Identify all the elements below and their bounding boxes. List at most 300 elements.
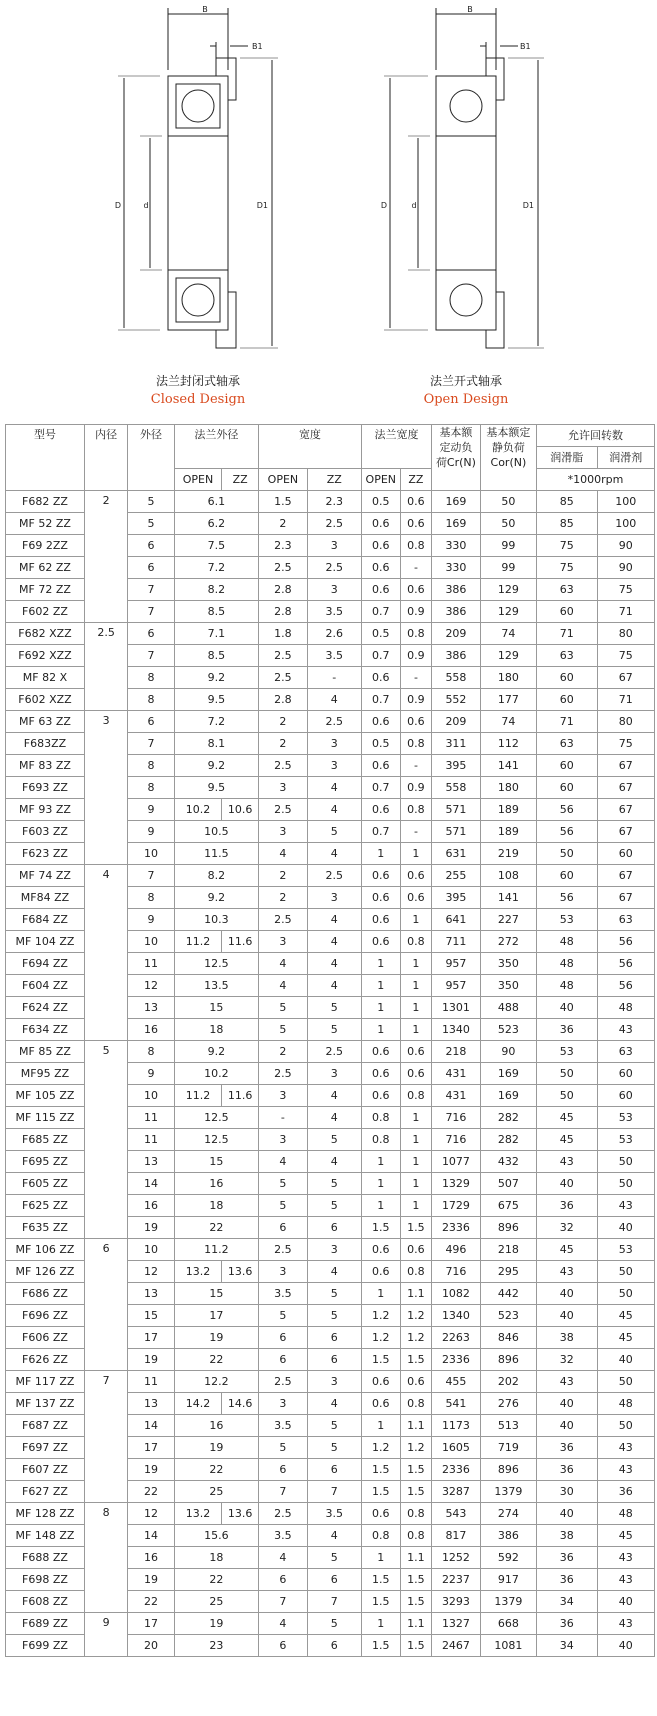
flange-width-open-cell: 0.6 [361, 535, 400, 557]
oil-speed-cell: 50 [597, 1151, 654, 1173]
width-zz-cell: 3.5 [307, 601, 361, 623]
width-zz-cell: 3.5 [307, 1503, 361, 1525]
model-cell: F604 ZZ [6, 975, 85, 997]
flange-width-zz-cell: 0.8 [400, 1503, 431, 1525]
grease-speed-cell: 36 [537, 1437, 598, 1459]
width-zz-cell: 7 [307, 1481, 361, 1503]
width-open-cell: 5 [259, 1173, 308, 1195]
width-zz-cell: 7 [307, 1591, 361, 1613]
oil-speed-cell: 90 [597, 557, 654, 579]
width-zz-cell: 6 [307, 1349, 361, 1371]
model-cell: MF 82 X [6, 667, 85, 689]
flange-width-open-cell: 0.6 [361, 1063, 400, 1085]
oil-speed-cell: 45 [597, 1305, 654, 1327]
flange-width-zz-cell: 1.5 [400, 1349, 431, 1371]
model-cell: F624 ZZ [6, 997, 85, 1019]
model-cell: F625 ZZ [6, 1195, 85, 1217]
grease-speed-cell: 45 [537, 1107, 598, 1129]
flange-od-cell: 18 [174, 1019, 258, 1041]
outer-diameter-cell: 10 [128, 1085, 175, 1107]
width-open-cell: 3 [259, 931, 308, 953]
flange-width-open-cell: 1 [361, 975, 400, 997]
flange-od-cell: 16 [174, 1415, 258, 1437]
dynamic-load-cell: 543 [432, 1503, 481, 1525]
outer-diameter-cell: 9 [128, 821, 175, 843]
header-oil: 润滑剂 [597, 447, 654, 469]
flange-od-cell: 11.2 [174, 1239, 258, 1261]
outer-diameter-cell: 5 [128, 491, 175, 513]
model-cell: F606 ZZ [6, 1327, 85, 1349]
bore-cell: 5 [84, 1041, 127, 1239]
flange-width-open-cell: 0.6 [361, 865, 400, 887]
flange-width-open-cell: 1.5 [361, 1591, 400, 1613]
grease-speed-cell: 53 [537, 909, 598, 931]
grease-speed-cell: 60 [537, 667, 598, 689]
outer-diameter-cell: 13 [128, 1283, 175, 1305]
flange-width-zz-cell: 0.9 [400, 689, 431, 711]
flange-width-open-cell: 0.6 [361, 1041, 400, 1063]
model-cell: F689 ZZ [6, 1613, 85, 1635]
flange-od-cell: 25 [174, 1591, 258, 1613]
outer-diameter-cell: 11 [128, 1371, 175, 1393]
bearing-drawings [0, 0, 657, 420]
header-width: 宽度 [259, 425, 362, 469]
outer-diameter-cell: 8 [128, 689, 175, 711]
flange-width-open-cell: 0.6 [361, 1393, 400, 1415]
static-load-cell: 917 [480, 1569, 536, 1591]
oil-speed-cell: 40 [597, 1349, 654, 1371]
width-open-cell: 3 [259, 1393, 308, 1415]
flange-width-zz-cell: 1.1 [400, 1283, 431, 1305]
static-load-cell: 350 [480, 975, 536, 997]
flange-od-cell: 7.5 [174, 535, 258, 557]
closed-design-caption-en: Closed Design [150, 392, 246, 407]
oil-speed-cell: 67 [597, 755, 654, 777]
flange-od-cell: 13.5 [174, 975, 258, 997]
grease-speed-cell: 60 [537, 689, 598, 711]
bore-cell: 4 [84, 865, 127, 1041]
grease-speed-cell: 43 [537, 1371, 598, 1393]
dynamic-load-cell: 1605 [432, 1437, 481, 1459]
header-model: 型号 [6, 425, 85, 491]
width-open-cell: 2.5 [259, 1503, 308, 1525]
width-zz-cell: 4 [307, 931, 361, 953]
outer-diameter-cell: 12 [128, 1503, 175, 1525]
flange-width-open-cell: 0.6 [361, 887, 400, 909]
open-design-caption-cn: 法兰开式轴承 [429, 374, 502, 388]
flange-width-open-cell: 0.6 [361, 513, 400, 535]
model-cell: MF 93 ZZ [6, 799, 85, 821]
static-load-cell: 218 [480, 1239, 536, 1261]
static-load-cell: 276 [480, 1393, 536, 1415]
bearing-spec-table [5, 424, 655, 1657]
outer-diameter-cell: 10 [128, 1239, 175, 1261]
static-load-cell: 189 [480, 821, 536, 843]
static-load-cell: 386 [480, 1525, 536, 1547]
outer-diameter-cell: 9 [128, 799, 175, 821]
header-dynamic-load [432, 425, 481, 491]
oil-speed-cell: 45 [597, 1327, 654, 1349]
width-zz-cell: 3 [307, 1063, 361, 1085]
static-load-cell: 189 [480, 799, 536, 821]
width-zz-cell: 4 [307, 1151, 361, 1173]
oil-speed-cell: 60 [597, 1085, 654, 1107]
grease-speed-cell: 53 [537, 1041, 598, 1063]
flange-width-zz-cell: 0.8 [400, 931, 431, 953]
flange-width-open-cell: 0.6 [361, 1371, 400, 1393]
width-open-cell: 3 [259, 1085, 308, 1107]
width-open-cell: 3 [259, 777, 308, 799]
width-open-cell: - [259, 1107, 308, 1129]
width-zz-cell: 4 [307, 1107, 361, 1129]
width-open-cell: 4 [259, 1547, 308, 1569]
flange-width-open-cell: 0.6 [361, 579, 400, 601]
grease-speed-cell: 38 [537, 1327, 598, 1349]
table-row [6, 865, 655, 887]
flange-width-open-cell: 0.5 [361, 623, 400, 645]
flange-width-zz-cell: 0.8 [400, 733, 431, 755]
grease-speed-cell: 38 [537, 1525, 598, 1547]
flange-od-cell: 22 [174, 1349, 258, 1371]
header-flange-od-zz: ZZ [222, 469, 259, 491]
oil-speed-cell: 56 [597, 931, 654, 953]
model-cell: F602 XZZ [6, 689, 85, 711]
outer-diameter-cell: 19 [128, 1349, 175, 1371]
width-open-cell: 2.5 [259, 667, 308, 689]
table-row [6, 623, 655, 645]
model-cell: MF84 ZZ [6, 887, 85, 909]
width-zz-cell: 4 [307, 777, 361, 799]
width-open-cell: 7 [259, 1591, 308, 1613]
model-cell: F697 ZZ [6, 1437, 85, 1459]
flange-width-open-cell: 1.5 [361, 1635, 400, 1657]
width-zz-cell: 6 [307, 1635, 361, 1657]
static-load-cell: 129 [480, 645, 536, 667]
dynamic-load-cell: 2467 [432, 1635, 481, 1657]
flange-width-open-cell: 0.8 [361, 1129, 400, 1151]
flange-od-cell: 19 [174, 1437, 258, 1459]
grease-speed-cell: 36 [537, 1569, 598, 1591]
outer-diameter-cell: 14 [128, 1415, 175, 1437]
oil-speed-cell: 60 [597, 843, 654, 865]
model-cell: F635 ZZ [6, 1217, 85, 1239]
bore-cell: 2 [84, 491, 127, 623]
flange-od-cell: 8.2 [174, 865, 258, 887]
outer-diameter-cell: 6 [128, 623, 175, 645]
flange-od-cell: 15.6 [174, 1525, 258, 1547]
width-zz-cell: 3 [307, 579, 361, 601]
outer-diameter-cell: 9 [128, 909, 175, 931]
model-cell: MF 104 ZZ [6, 931, 85, 953]
oil-speed-cell: 71 [597, 601, 654, 623]
flange-od-cell: 22 [174, 1569, 258, 1591]
width-open-cell: 6 [259, 1217, 308, 1239]
flange-width-zz-cell: 1 [400, 1151, 431, 1173]
width-open-cell: 2.5 [259, 557, 308, 579]
dynamic-load-cell: 1252 [432, 1547, 481, 1569]
width-zz-cell: 2.6 [307, 623, 361, 645]
flange-od-open-cell: 14.2 [174, 1393, 222, 1415]
width-zz-cell: 4 [307, 975, 361, 997]
static-load-cell: 432 [480, 1151, 536, 1173]
dynamic-load-cell: 2336 [432, 1217, 481, 1239]
grease-speed-cell: 45 [537, 1239, 598, 1261]
outer-diameter-cell: 8 [128, 777, 175, 799]
dynamic-load-cell: 455 [432, 1371, 481, 1393]
width-zz-cell: 5 [307, 1283, 361, 1305]
oil-speed-cell: 43 [597, 1019, 654, 1041]
dynamic-load-cell: 558 [432, 777, 481, 799]
grease-speed-cell: 63 [537, 645, 598, 667]
static-load-cell: 50 [480, 513, 536, 535]
flange-od-cell: 15 [174, 1151, 258, 1173]
model-cell: MF 72 ZZ [6, 579, 85, 601]
flange-width-open-cell: 1 [361, 1195, 400, 1217]
flange-od-cell: 23 [174, 1635, 258, 1657]
model-cell: F688 ZZ [6, 1547, 85, 1569]
oil-speed-cell: 60 [597, 1063, 654, 1085]
dynamic-load-cell: 571 [432, 799, 481, 821]
flange-width-open-cell: 1 [361, 1547, 400, 1569]
header-flange-od: 法兰外径 [174, 425, 258, 469]
flange-od-cell: 9.2 [174, 887, 258, 909]
flange-od-cell: 10.5 [174, 821, 258, 843]
flange-width-open-cell: 0.8 [361, 1525, 400, 1547]
flange-width-open-cell: 0.5 [361, 733, 400, 755]
static-load-cell: 1081 [480, 1635, 536, 1657]
flange-width-zz-cell: 0.6 [400, 1041, 431, 1063]
header-row-1 [6, 425, 655, 447]
flange-width-zz-cell: 0.8 [400, 1525, 431, 1547]
outer-diameter-cell: 11 [128, 953, 175, 975]
width-open-cell: 5 [259, 1305, 308, 1327]
width-open-cell: 2 [259, 865, 308, 887]
header-dynamic-load-line1: 基本额 [439, 426, 473, 439]
model-cell: MF 63 ZZ [6, 711, 85, 733]
oil-speed-cell: 67 [597, 821, 654, 843]
dynamic-load-cell: 641 [432, 909, 481, 931]
flange-od-zz-cell: 13.6 [222, 1261, 259, 1283]
width-open-cell: 2.8 [259, 579, 308, 601]
flange-od-cell: 6.2 [174, 513, 258, 535]
flange-od-cell: 7.2 [174, 711, 258, 733]
flange-od-cell: 8.5 [174, 601, 258, 623]
model-cell: MF 74 ZZ [6, 865, 85, 887]
grease-speed-cell: 32 [537, 1349, 598, 1371]
flange-width-zz-cell: 1.2 [400, 1305, 431, 1327]
outer-diameter-cell: 13 [128, 1151, 175, 1173]
static-load-cell: 442 [480, 1283, 536, 1305]
flange-od-cell: 18 [174, 1547, 258, 1569]
flange-width-zz-cell: 1.5 [400, 1217, 431, 1239]
grease-speed-cell: 56 [537, 799, 598, 821]
model-cell: F626 ZZ [6, 1349, 85, 1371]
grease-speed-cell: 60 [537, 777, 598, 799]
bore-cell: 6 [84, 1239, 127, 1371]
static-load-cell: 99 [480, 557, 536, 579]
grease-speed-cell: 60 [537, 755, 598, 777]
oil-speed-cell: 45 [597, 1525, 654, 1547]
width-zz-cell: 4 [307, 909, 361, 931]
header-bore: 内径 [84, 425, 127, 491]
flange-width-zz-cell: 0.9 [400, 777, 431, 799]
flange-od-cell: 12.5 [174, 1107, 258, 1129]
static-load-cell: 274 [480, 1503, 536, 1525]
flange-od-zz-cell: 11.6 [222, 931, 259, 953]
oil-speed-cell: 50 [597, 1415, 654, 1437]
grease-speed-cell: 40 [537, 1393, 598, 1415]
grease-speed-cell: 34 [537, 1635, 598, 1657]
outer-diameter-cell: 8 [128, 755, 175, 777]
oil-speed-cell: 67 [597, 777, 654, 799]
outer-diameter-cell: 7 [128, 579, 175, 601]
dynamic-load-cell: 209 [432, 623, 481, 645]
flange-width-zz-cell: 1 [400, 953, 431, 975]
flange-width-zz-cell: 1.2 [400, 1327, 431, 1349]
bore-cell: 2.5 [84, 623, 127, 711]
flange-width-zz-cell: - [400, 821, 431, 843]
width-zz-cell: 3 [307, 733, 361, 755]
oil-speed-cell: 67 [597, 865, 654, 887]
static-load-cell: 219 [480, 843, 536, 865]
dynamic-load-cell: 169 [432, 513, 481, 535]
outer-diameter-cell: 15 [128, 1305, 175, 1327]
flange-width-zz-cell: 0.6 [400, 1063, 431, 1085]
model-cell: F684 ZZ [6, 909, 85, 931]
flange-width-open-cell: 1 [361, 1151, 400, 1173]
flange-width-open-cell: 0.6 [361, 931, 400, 953]
model-cell: F607 ZZ [6, 1459, 85, 1481]
oil-speed-cell: 43 [597, 1569, 654, 1591]
outer-diameter-cell: 11 [128, 1107, 175, 1129]
flange-width-open-cell: 0.7 [361, 601, 400, 623]
width-open-cell: 5 [259, 1019, 308, 1041]
flange-width-open-cell: 0.6 [361, 711, 400, 733]
outer-diameter-cell: 14 [128, 1525, 175, 1547]
static-load-cell: 180 [480, 777, 536, 799]
flange-width-zz-cell: 1.1 [400, 1415, 431, 1437]
static-load-cell: 523 [480, 1305, 536, 1327]
dynamic-load-cell: 571 [432, 821, 481, 843]
header-speed-unit: *1000rpm [537, 469, 655, 491]
flange-width-open-cell: 0.7 [361, 689, 400, 711]
grease-speed-cell: 45 [537, 1129, 598, 1151]
width-open-cell: 4 [259, 975, 308, 997]
oil-speed-cell: 43 [597, 1437, 654, 1459]
model-cell: F623 ZZ [6, 843, 85, 865]
flange-od-cell: 7.2 [174, 557, 258, 579]
width-open-cell: 3.5 [259, 1415, 308, 1437]
grease-speed-cell: 48 [537, 975, 598, 997]
oil-speed-cell: 71 [597, 689, 654, 711]
static-load-cell: 592 [480, 1547, 536, 1569]
flange-width-open-cell: 0.6 [361, 755, 400, 777]
grease-speed-cell: 40 [537, 1305, 598, 1327]
flange-width-zz-cell: 0.6 [400, 491, 431, 513]
table-row [6, 1503, 655, 1525]
width-zz-cell: 5 [307, 1173, 361, 1195]
width-zz-cell: 3 [307, 1371, 361, 1393]
dynamic-load-cell: 311 [432, 733, 481, 755]
outer-diameter-cell: 13 [128, 997, 175, 1019]
outer-diameter-cell: 7 [128, 865, 175, 887]
width-open-cell: 6 [259, 1459, 308, 1481]
width-zz-cell: 2.5 [307, 513, 361, 535]
flange-width-open-cell: 0.5 [361, 491, 400, 513]
outer-diameter-cell: 20 [128, 1635, 175, 1657]
dynamic-load-cell: 552 [432, 689, 481, 711]
flange-width-zz-cell: - [400, 755, 431, 777]
flange-od-cell: 15 [174, 997, 258, 1019]
flange-od-cell: 22 [174, 1459, 258, 1481]
grease-speed-cell: 63 [537, 579, 598, 601]
flange-width-zz-cell: 0.8 [400, 1261, 431, 1283]
dynamic-load-cell: 209 [432, 711, 481, 733]
model-cell: F682 ZZ [6, 491, 85, 513]
flange-width-zz-cell: 1 [400, 843, 431, 865]
flange-od-cell: 9.2 [174, 667, 258, 689]
width-zz-cell: 4 [307, 1085, 361, 1107]
flange-od-cell: 10.2 [174, 1063, 258, 1085]
grease-speed-cell: 43 [537, 1261, 598, 1283]
width-open-cell: 7 [259, 1481, 308, 1503]
model-cell: F692 XZZ [6, 645, 85, 667]
width-open-cell: 6 [259, 1349, 308, 1371]
flange-width-open-cell: 0.6 [361, 799, 400, 821]
flange-od-cell: 15 [174, 1283, 258, 1305]
width-open-cell: 3 [259, 1129, 308, 1151]
flange-width-zz-cell: 1 [400, 1173, 431, 1195]
width-open-cell: 4 [259, 843, 308, 865]
width-open-cell: 6 [259, 1635, 308, 1657]
grease-speed-cell: 50 [537, 1063, 598, 1085]
static-load-cell: 896 [480, 1459, 536, 1481]
dynamic-load-cell: 1327 [432, 1613, 481, 1635]
width-zz-cell: 5 [307, 1613, 361, 1635]
width-open-cell: 2.5 [259, 755, 308, 777]
flange-width-open-cell: 1 [361, 953, 400, 975]
dynamic-load-cell: 386 [432, 601, 481, 623]
flange-od-cell: 19 [174, 1327, 258, 1349]
grease-speed-cell: 36 [537, 1459, 598, 1481]
flange-width-zz-cell: 0.8 [400, 1085, 431, 1107]
outer-diameter-cell: 22 [128, 1591, 175, 1613]
width-zz-cell: 2.5 [307, 557, 361, 579]
flange-width-zz-cell: 1.5 [400, 1459, 431, 1481]
grease-speed-cell: 36 [537, 1547, 598, 1569]
flange-width-zz-cell: 1.1 [400, 1547, 431, 1569]
flange-width-zz-cell: 1.5 [400, 1635, 431, 1657]
left-label-small-d: d [143, 201, 149, 210]
static-load-cell: 177 [480, 689, 536, 711]
flange-width-open-cell: 0.6 [361, 1261, 400, 1283]
model-cell: F682 XZZ [6, 623, 85, 645]
static-load-cell: 141 [480, 887, 536, 909]
flange-od-cell: 9.5 [174, 689, 258, 711]
width-zz-cell: 4 [307, 1525, 361, 1547]
grease-speed-cell: 85 [537, 491, 598, 513]
oil-speed-cell: 50 [597, 1283, 654, 1305]
flange-width-open-cell: 0.6 [361, 1239, 400, 1261]
table-row [6, 1239, 655, 1261]
width-open-cell: 1.8 [259, 623, 308, 645]
dynamic-load-cell: 1301 [432, 997, 481, 1019]
static-load-cell: 896 [480, 1349, 536, 1371]
dynamic-load-cell: 957 [432, 975, 481, 997]
static-load-cell: 202 [480, 1371, 536, 1393]
flange-width-zz-cell: 1.5 [400, 1591, 431, 1613]
static-load-cell: 282 [480, 1107, 536, 1129]
